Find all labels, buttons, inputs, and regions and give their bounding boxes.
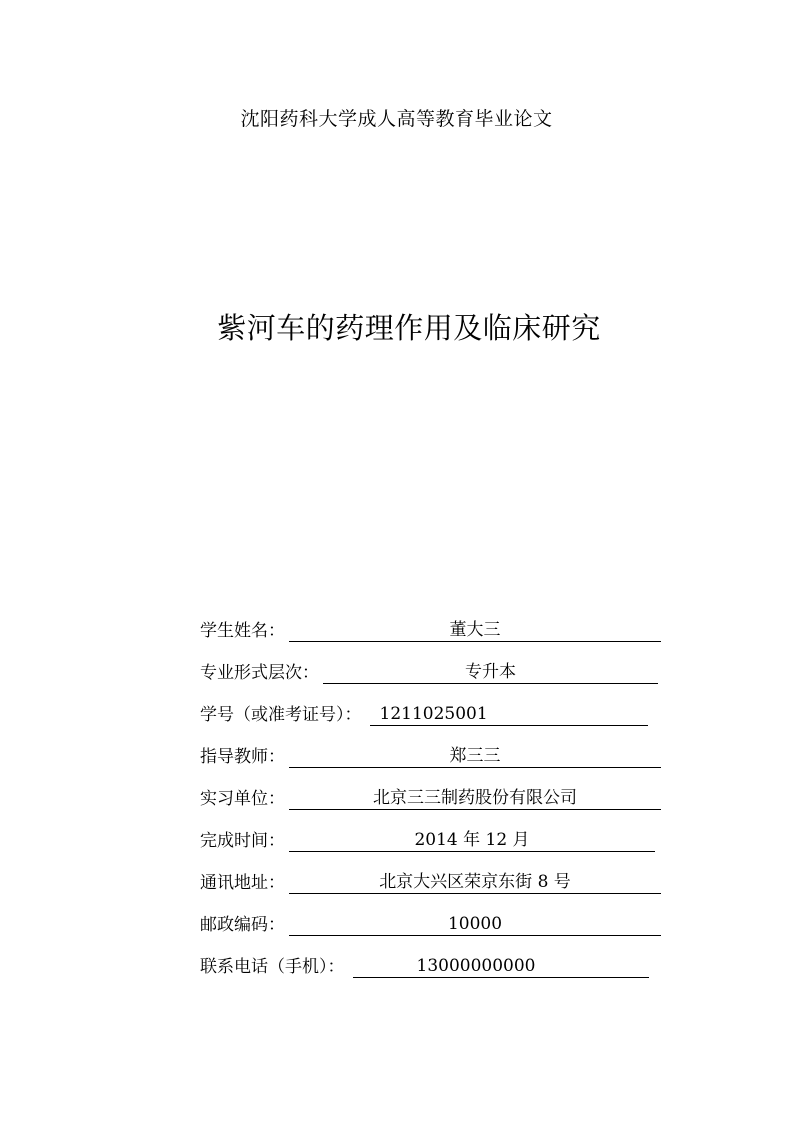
student-info-form (200, 601, 670, 979)
major-level-value: 专升本 (323, 661, 658, 684)
phone-value: 13000000000 (353, 955, 649, 978)
postal-code-label: 邮政编码： (200, 915, 285, 935)
phone-label: 联系电话（手机）： (200, 957, 345, 977)
internship-unit-value: 北京三三制药股份有限公司 (289, 787, 661, 810)
thesis-title: 紫河车的药理作用及临床研究 (217, 311, 601, 345)
completion-time-row (200, 811, 670, 853)
student-id-label: 学号（或准考证号）： (200, 705, 362, 725)
address-label: 通讯地址： (200, 873, 285, 893)
student-name-label: 学生姓名： (200, 621, 285, 641)
major-level-row (200, 643, 670, 685)
address-row (200, 853, 670, 895)
internship-unit-row (200, 769, 670, 811)
internship-unit-label: 实习单位： (200, 789, 285, 809)
student-id-row (200, 685, 670, 727)
completion-time-value: 2014 年 12 月 (289, 829, 655, 852)
student-name-value: 董大三 (289, 619, 661, 642)
advisor-label: 指导教师： (200, 747, 285, 767)
advisor-row (200, 727, 670, 769)
postal-code-value: 10000 (289, 913, 661, 936)
student-id-value: 1211025001 (370, 703, 648, 726)
advisor-value: 郑三三 (289, 745, 661, 768)
address-value: 北京大兴区荣京东街 8 号 (289, 871, 661, 894)
major-level-label: 专业形式层次： (200, 663, 319, 683)
phone-row (200, 937, 670, 979)
postal-code-row (200, 895, 670, 937)
completion-time-label: 完成时间： (200, 831, 285, 851)
student-name-row (200, 601, 670, 643)
university-header: 沈阳药科大学成人高等教育毕业论文 (240, 108, 553, 130)
